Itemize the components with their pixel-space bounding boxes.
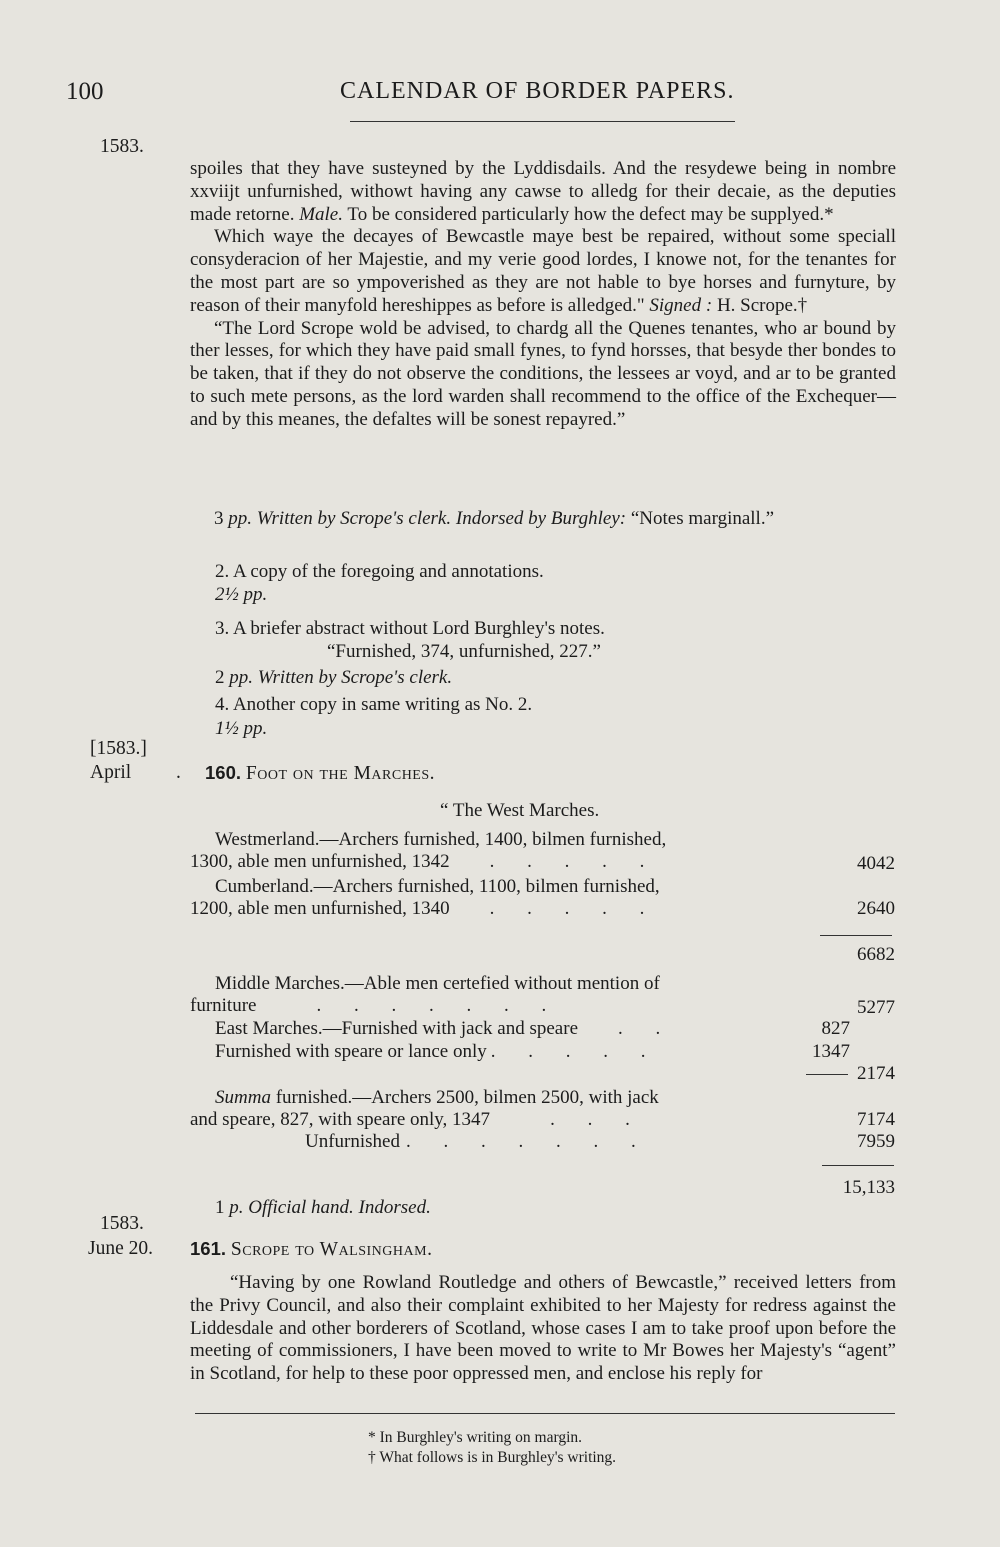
- margin-year: [1583.]: [90, 738, 147, 759]
- item-4-pages: 1½ pp.: [215, 718, 268, 739]
- table-value: 827: [821, 1018, 850, 1039]
- margin-date: June 20.: [88, 1238, 153, 1259]
- document-note: 3 pp. Written by Scrope's clerk. Indorsed by Burghley: “Notes marginall.”: [214, 508, 775, 529]
- paragraph: spoiles that they have susteyned by the Lyddisdails. And the resydewe being in nombre xxviijt unfurnished, withowt having any cawse to alledg for their decaie, as the deputies made retorne. Male. To be considered particularly how the defect may be supplyed.*: [190, 158, 896, 225]
- header-rule: [350, 121, 735, 122]
- margin-dot: .: [176, 762, 181, 783]
- table-value: 5277: [857, 997, 895, 1018]
- table-row: furniture . . . . . . .: [190, 995, 561, 1016]
- sum-rule: [822, 1165, 894, 1166]
- margin-year: 1583.: [100, 1213, 144, 1234]
- item-4: 4. Another copy in same writing as No. 2.: [215, 694, 533, 715]
- document-note: 1 p. Official hand. Indorsed.: [215, 1197, 431, 1218]
- table-row: East Marches.—Furnished with jack and speare . .: [215, 1018, 675, 1039]
- west-marches-heading: “ The West Marches.: [440, 800, 600, 821]
- table-row: and speare, 827, with speare only, 1347 . . .: [190, 1109, 644, 1130]
- entry-title: Foot on the Marches.: [245, 763, 436, 784]
- item-2: 2. A copy of the foregoing and annotations.: [215, 561, 544, 582]
- entry-number: 161.: [190, 1238, 227, 1259]
- table-row: 1200, able men unfurnished, 1340 . . . . .: [190, 898, 659, 919]
- table-row: Furnished with speare or lance only . . . . .: [215, 1041, 660, 1062]
- page-number: 100: [66, 78, 104, 105]
- table-value: 7174: [857, 1109, 895, 1130]
- quoted-paragraph: “The Lord Scrope wold be advised, to chardg all the Quenes tenantes, who ar bound by ther lesses, for which they have paid small fynes, to fynd horsses, that besyde ther bondes to be taken, that if they do not observe the conditions, the lessees ar voyd, and ar to be granted to such mete persons, as the lord warden shall recommend to the office of the Exchequer—and by this meanes, the defaltes will be sonest repayred.”: [190, 317, 896, 430]
- table-total: 2174: [857, 1063, 895, 1084]
- item-3-quote: “Furnished, 374, unfurnished, 227.”: [327, 641, 601, 662]
- table-total: 6682: [857, 944, 895, 965]
- entry-title: Scrope to Walsingham.: [230, 1239, 433, 1260]
- table-row: Westmerland.—Archers furnished, 1400, bilmen furnished,: [215, 829, 667, 850]
- table-row: Summa furnished.—Archers 2500, bilmen 2500, with jack: [215, 1087, 659, 1108]
- footnote: * In Burghley's writing on margin.: [368, 1429, 583, 1446]
- table-row: Cumberland.—Archers furnished, 1100, bilmen furnished,: [215, 876, 660, 897]
- margin-year: 1583.: [100, 136, 144, 157]
- table-value: 4042: [857, 853, 895, 874]
- item-3-pages: 2 pp. Written by Scrope's clerk.: [215, 667, 453, 688]
- table-value: 2640: [857, 898, 895, 919]
- text-block-1: [190, 158, 896, 432]
- table-row: Unfurnished . . . . . . .: [305, 1131, 650, 1152]
- paragraph: Which waye the decayes of Bewcastle maye best be repaired, without some speciall consyderacion of her Majestie, and my verie good lordes, I knowe not, for the tenantes for the most part are so ympoverished as they are not hable to bye horses and furnyture, by reason of their manyfold hereshippes as before is alledged." Signed : H. Scrope.†: [190, 226, 896, 316]
- paragraph: “Having by one Rowland Routledge and others of Bewcastle,” received letters from the Privy Council, and also their complaint exhibited to her Majesty for redress against the Liddesdale and other borderers of Scotland, whose cases I am to take proof upon before the meeting of commissioners, I have been moved to write to Mr Bowes her Majesty's “agent” in Scotland, for help to these poor oppressed men, and enclose his reply for: [190, 1272, 896, 1385]
- text-block-161: [190, 1272, 896, 1386]
- entry-161-heading: [190, 1238, 432, 1261]
- item-2-pages: 2½ pp.: [215, 584, 268, 605]
- table-value: 7959: [857, 1131, 895, 1152]
- table-row: 1300, able men unfurnished, 1342 . . . . .: [190, 851, 659, 872]
- margin-date: April: [90, 762, 132, 783]
- table-value: 1347: [812, 1041, 850, 1062]
- footnote-rule: [195, 1413, 895, 1414]
- sum-rule: [820, 935, 892, 936]
- entry-number: 160.: [205, 762, 242, 783]
- grand-total: 15,133: [842, 1177, 895, 1198]
- entry-160-heading: [205, 762, 435, 785]
- footnote: † What follows is in Burghley's writing.: [368, 1449, 617, 1466]
- running-title: CALENDAR OF BORDER PAPERS.: [340, 78, 735, 104]
- item-3: 3. A briefer abstract without Lord Burghley's notes.: [215, 618, 605, 639]
- table-row: Middle Marches.—Able men certefied without mention of: [215, 973, 660, 994]
